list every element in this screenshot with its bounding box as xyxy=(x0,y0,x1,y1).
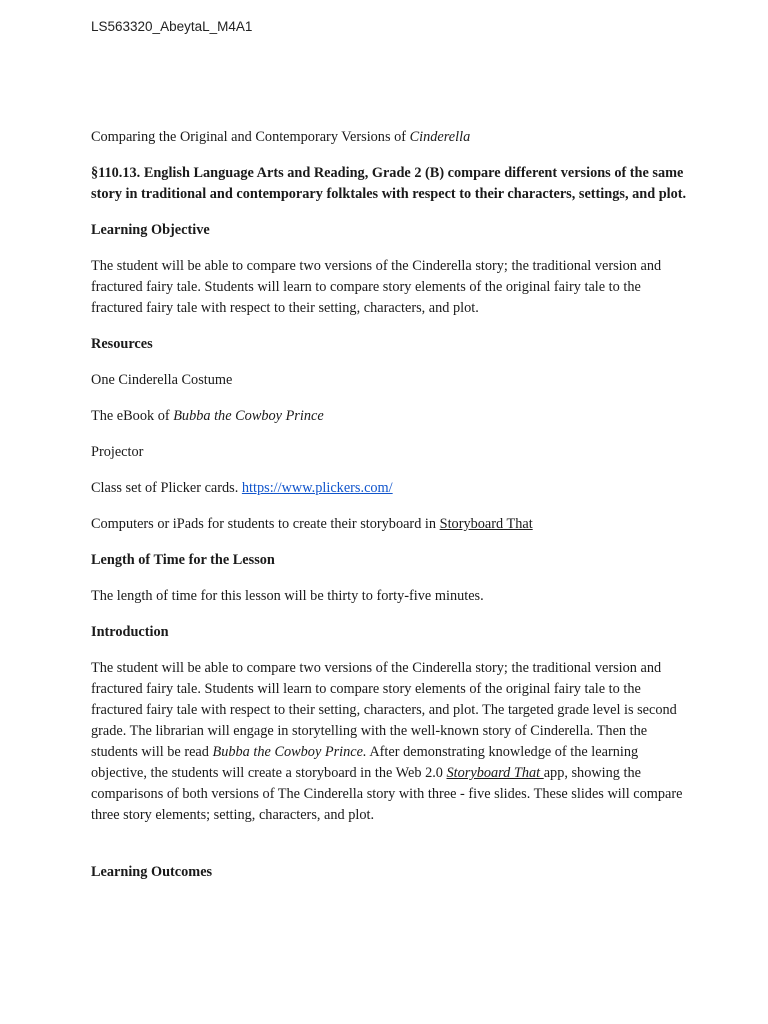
introduction-app-link[interactable]: Storyboard That xyxy=(446,765,544,781)
introduction-part2: After demonstrating knowledge of the learning objective, the students will create a storyboard in the Web 2.0 xyxy=(91,744,639,781)
teks-standard: §110.13. English Language Arts and Reading, Grade 2 (B) compare different versions of the same story in traditional and contemporary folktales with respect to their characters, settings, and plot. xyxy=(91,165,687,202)
resource-plicker xyxy=(91,478,691,499)
resource-ebook-prefix: The eBook of xyxy=(91,408,174,424)
resource-computers xyxy=(91,514,691,535)
document-body xyxy=(91,127,691,898)
resource-ebook xyxy=(91,406,691,427)
learning-objective-heading: Learning Objective xyxy=(91,222,210,238)
resource-ebook-title: Bubba the Cowboy Prince xyxy=(173,408,324,424)
length-body: The length of time for this lesson will be thirty to forty-five minutes. xyxy=(91,588,484,604)
document-id: LS563320_AbeytaL_M4A1 xyxy=(91,19,253,34)
resource-plicker-prefix: Class set of Plicker cards. xyxy=(91,480,242,496)
introduction-heading: Introduction xyxy=(91,624,169,640)
length-heading: Length of Time for the Lesson xyxy=(91,552,275,568)
introduction-body xyxy=(91,658,691,826)
resource-computers-prefix: Computers or iPads for students to create their storyboard in xyxy=(91,516,440,532)
learning-outcomes-heading: Learning Outcomes xyxy=(91,864,213,880)
introduction-part1: The student will be able to compare two versions of the Cinderella story; the traditional version and fractured fairy tale. Students will learn to compare story elements of the original fairy tale to the fractured fairy tale with respect to their setting, characters, and plot. The targeted grade level is second grade. The librarian will engage in storytelling with the well-known story of Cinderella. Then the students will be read xyxy=(91,660,677,760)
resource-costume: One Cinderella Costume xyxy=(91,372,233,388)
introduction-part3: app, showing the comparisons of both versions of The Cinderella story with three - five slides. These slides will compare three story elements; setting, characters, and plot. xyxy=(91,765,683,823)
resources-heading: Resources xyxy=(91,336,153,352)
lesson-title xyxy=(91,127,691,148)
lesson-title-italic: Cinderella xyxy=(409,129,471,145)
introduction-book-title: Bubba the Cowboy Prince. xyxy=(212,744,367,760)
learning-objective-body: The student will be able to compare two versions of the Cinderella story; the traditional version and fractured fairy tale. Students will learn to compare story elements of the original fairy tale to the fractured fairy tale with respect to their setting, characters, and plot. xyxy=(91,258,662,316)
storyboard-that-link[interactable]: Storyboard That xyxy=(439,516,533,532)
plickers-link[interactable]: https://www.plickers.com/ xyxy=(241,480,393,496)
resource-projector: Projector xyxy=(91,444,144,460)
lesson-title-text: Comparing the Original and Contemporary Versions of xyxy=(91,129,410,145)
